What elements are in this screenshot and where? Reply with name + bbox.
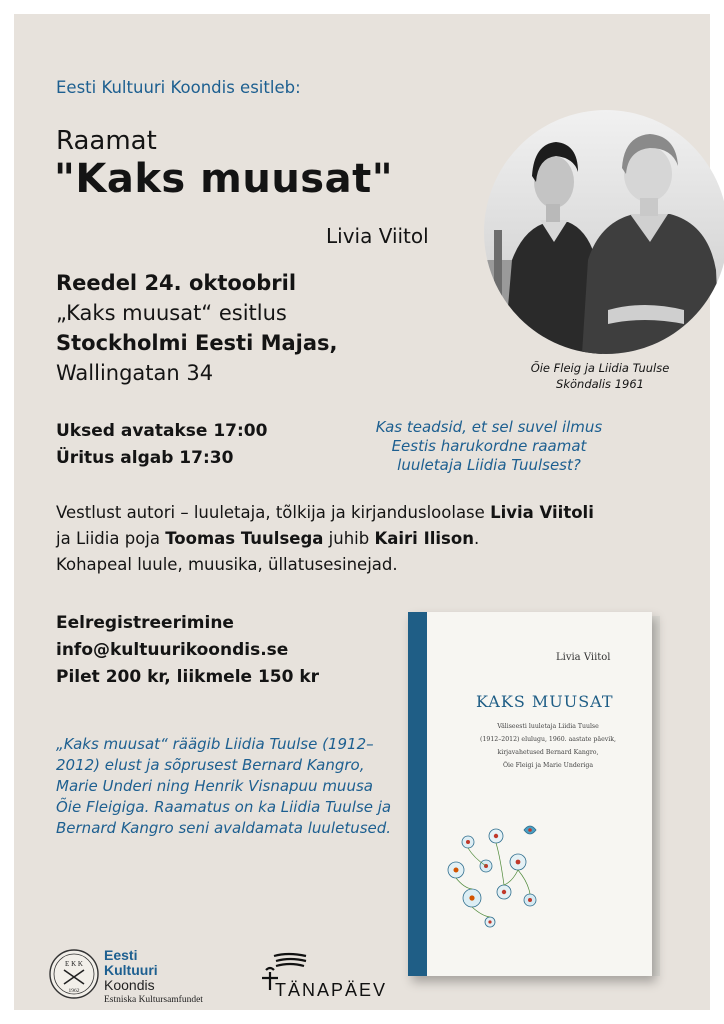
- book-page-edge: [652, 616, 660, 976]
- ticket-price: Pilet 200 kr, liikmele 150 kr: [56, 667, 320, 687]
- author-name: Livia Viitol: [326, 224, 429, 248]
- teaser-line-2: Eestis harukordne raamat: [391, 437, 587, 455]
- desc-line-3: Kohapeal luule, muusika, üllatusesinejad.: [56, 555, 398, 574]
- event-description: [56, 500, 594, 578]
- desc-line-1: Vestlust autori – luuletaja, tõlkija ja kirjandusloolase Livia Viitoli: [56, 503, 594, 522]
- event-date: Reedel 24. oktoobril: [56, 271, 297, 295]
- poster: [14, 14, 710, 1010]
- book-cover-subtitle: Väliseesti luuletaja Liidia Tuulse (1912–2012) elulugu, 1960. aastate päevik, kirjavahetused Bernard Kangro, Õie Fleigi ja Marie Underiga: [480, 723, 616, 769]
- caption-line-1: Õie Fleig ja Liidia Tuulse: [530, 361, 670, 375]
- photo-caption: [486, 360, 714, 392]
- caption-line-2: Sköndalis 1961: [556, 377, 644, 391]
- book-cover-title: KAKS MUUSAT: [476, 692, 614, 711]
- tanapaev-publisher-logo: [256, 952, 416, 1008]
- book-cover: [408, 612, 664, 984]
- start-time: Üritus algab 17:30: [56, 448, 234, 468]
- ekk-wordmark: Eesti Kultuuri Koondis Estniska Kultursamfundet: [104, 947, 203, 1005]
- desc-line-2: ja Liidia poja Toomas Tuulsega juhib Kairi Ilison.: [56, 529, 480, 548]
- event-venue: Stockholmi Eesti Majas,: [56, 331, 338, 355]
- event-times: [56, 418, 267, 472]
- ekk-seal-year: 1962: [68, 988, 80, 994]
- doors-time: Uksed avatakse 17:00: [56, 421, 268, 441]
- ekk-seal-icon: [48, 948, 100, 1000]
- book-about-text: „Kaks muusat“ räägib Liidia Tuulse (1912–2012) elust ja sõprusest Bernard Kangro, Marie Underi ning Henrik Visnapuu muusa Õie Fleigiga. Raamatus on ka Liidia Tuulse ja Bernard Kangro seni avaldamata luuletused.: [56, 735, 392, 837]
- book-title-heading: "Kaks muusat": [54, 156, 394, 202]
- event-address: Wallingatan 34: [56, 361, 214, 385]
- eesti-kultuuri-koondis-logo: [48, 948, 248, 1008]
- registration-email[interactable]: info@kultuurikoondis.se: [56, 640, 289, 660]
- book-front: [408, 612, 652, 976]
- historic-photo: [484, 110, 724, 354]
- registration-block: [56, 610, 319, 691]
- teaser-line-3: luuletaja Liidia Tuulsest?: [397, 456, 581, 474]
- publisher-name: TÄNAPÄEV: [275, 980, 388, 1000]
- book-spine-stripe: [408, 612, 427, 976]
- presenter-line: Eesti Kultuuri Koondis esitleb:: [56, 78, 301, 97]
- ekk-seal-letters: E K K: [65, 960, 83, 968]
- book-cover-author: Livia Viitol: [556, 652, 611, 663]
- two-women-photo-image: [484, 110, 724, 354]
- event-what: „Kaks muusat“ esitlus: [56, 301, 287, 325]
- registration-label: Eelregistreerimine: [56, 613, 234, 633]
- teaser-text: [344, 418, 634, 475]
- event-details: [56, 268, 338, 388]
- flower-illustration-icon: [438, 822, 556, 932]
- book-kind: Raamat: [56, 126, 157, 156]
- teaser-line-1: Kas teadsid, et sel suvel ilmus: [375, 418, 603, 436]
